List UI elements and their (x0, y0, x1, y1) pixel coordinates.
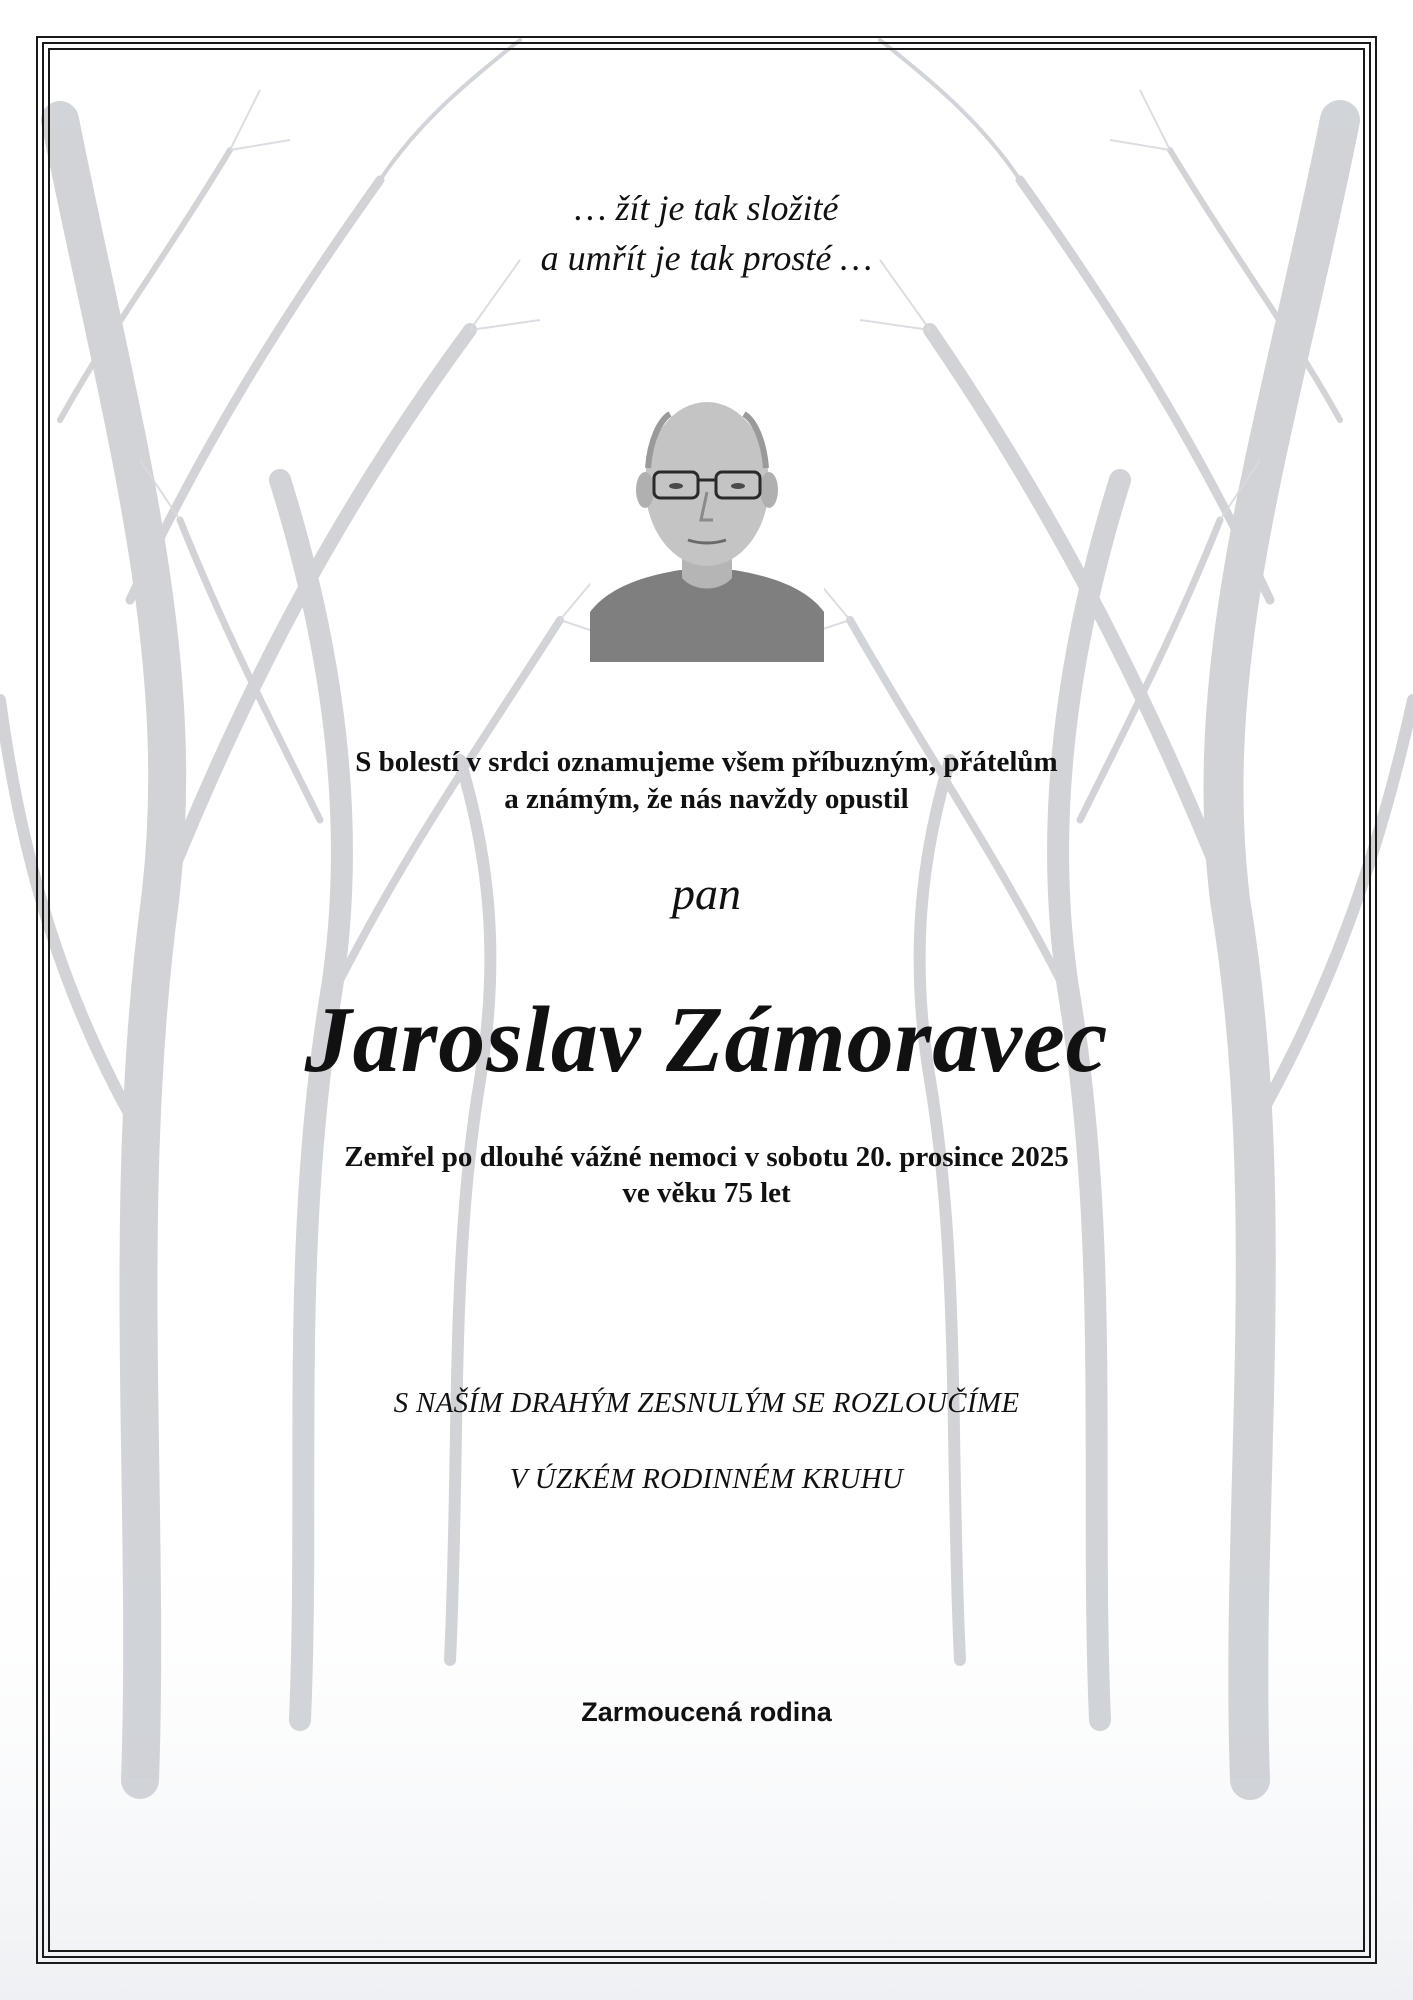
farewell-line-1: S NAŠÍM DRAHÝM ZESNULÝM SE ROZLOUČÍME (393, 1387, 1020, 1419)
motto (0, 183, 1413, 283)
motto-line-1: … žít je tak složité (574, 188, 839, 228)
honorific: pan (672, 868, 741, 919)
portrait-photo (590, 380, 824, 662)
death-details (0, 1139, 1413, 1211)
death-details-line-2: ve věku 75 let (622, 1177, 791, 1209)
announcement-line-1: S bolestí v srdci oznamujeme všem příbuzným, přátelům (355, 746, 1058, 778)
announcement-text (0, 744, 1413, 818)
farewell-line-2: V ÚZKÉM RODINNÉM KRUHU (509, 1463, 904, 1495)
death-details-line-1: Zemřel po dlouhé vážné nemoci v sobotu 20. prosince 2025 (344, 1141, 1069, 1173)
deceased-name: Jaroslav Zámoravec (304, 988, 1109, 1092)
signature: Zarmoucená rodina (581, 1697, 832, 1727)
announcement-line-2: a známým, že nás navždy opustil (504, 783, 909, 815)
motto-line-2: a umřít je tak prosté … (540, 238, 873, 278)
